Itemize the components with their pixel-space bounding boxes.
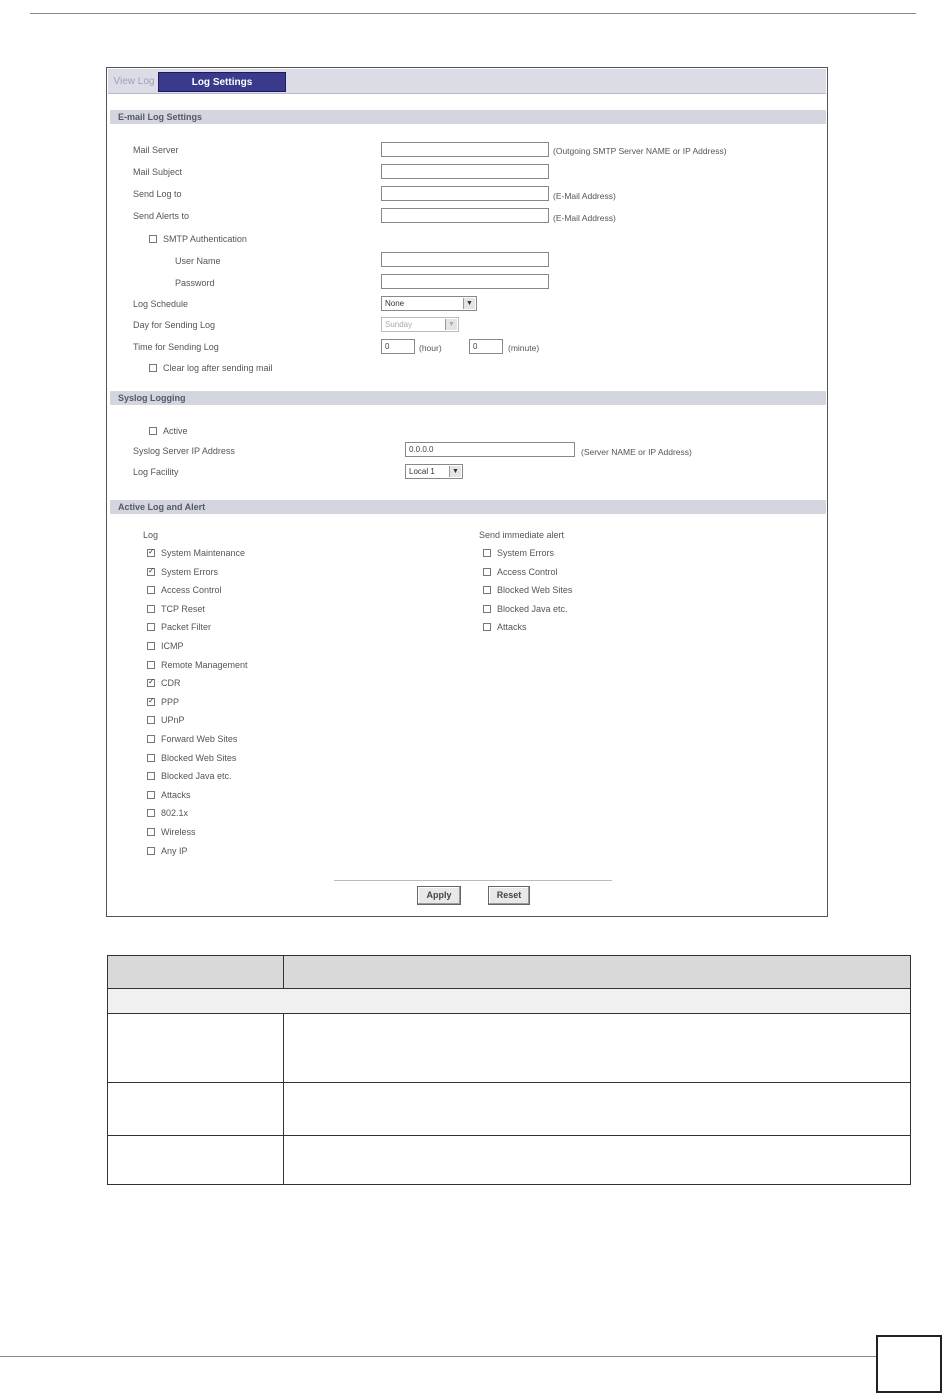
log-item-checkbox[interactable]	[147, 735, 155, 743]
day-for-sending-log-label: Day for Sending Log	[133, 320, 216, 330]
table-header-row	[108, 956, 911, 989]
log-item-label: 802.1x	[161, 808, 189, 819]
send-alerts-to-input[interactable]	[381, 208, 549, 223]
user-name-input[interactable]	[381, 252, 549, 267]
table-cell	[284, 1083, 911, 1136]
smtp-auth-checkbox[interactable]	[149, 235, 157, 243]
log-item-checkbox[interactable]	[147, 642, 155, 650]
log-item-label: CDR	[161, 678, 181, 689]
mail-subject-label: Mail Subject	[133, 167, 183, 177]
log-item-checkbox[interactable]	[147, 623, 155, 631]
minute-input[interactable]: 0	[469, 339, 503, 354]
log-item-checkbox[interactable]	[147, 679, 155, 687]
send-log-to-hint: (E-Mail Address)	[553, 191, 616, 201]
log-item-checkbox[interactable]	[147, 605, 155, 613]
table-section-row	[108, 989, 911, 1014]
hour-input[interactable]: 0	[381, 339, 415, 354]
alert-column-header: Send immediate alert	[479, 530, 565, 540]
table-cell	[284, 1014, 911, 1083]
clear-log-checkbox[interactable]	[149, 364, 157, 372]
send-alerts-to-hint: (E-Mail Address)	[553, 213, 616, 223]
mail-server-label: Mail Server	[133, 145, 179, 155]
table-section-cell	[108, 989, 911, 1014]
log-item-checkbox[interactable]	[147, 586, 155, 594]
page-number-box	[876, 1335, 942, 1393]
table-cell	[108, 1083, 284, 1136]
time-for-sending-log-label: Time for Sending Log	[133, 342, 219, 352]
footer-rule	[0, 1356, 876, 1357]
description-table	[107, 955, 911, 1185]
syslog-active-checkbox[interactable]	[149, 427, 157, 435]
day-for-sending-log-select[interactable]	[381, 317, 459, 332]
log-schedule-select[interactable]	[381, 296, 477, 311]
log-item-label: System Maintenance	[161, 548, 246, 558]
tab-view-log[interactable]: View Log	[113, 76, 155, 87]
log-item-label: Wireless	[161, 827, 196, 837]
send-log-to-label: Send Log to	[133, 189, 182, 199]
log-item-label: Any IP	[161, 845, 188, 856]
button-divider	[334, 880, 612, 881]
log-item-label: Access Control	[161, 585, 222, 596]
log-item-checkbox[interactable]	[147, 847, 155, 855]
log-item-checkbox[interactable]	[147, 754, 155, 762]
alert-item-label: Blocked Java etc.	[497, 603, 568, 614]
log-item-checkbox[interactable]	[147, 568, 155, 576]
clear-log-label: Clear log after sending mail	[163, 363, 273, 373]
log-settings-panel	[106, 67, 828, 917]
day-value: Sunday	[385, 320, 413, 329]
chevron-down-icon: ▼	[449, 466, 461, 477]
log-item-checkbox[interactable]	[147, 661, 155, 669]
hour-unit: (hour)	[419, 343, 442, 353]
mail-server-input[interactable]	[381, 142, 549, 157]
alert-item-checkbox[interactable]	[483, 549, 491, 557]
table-row	[108, 1083, 911, 1136]
log-item-label: Forward Web Sites	[161, 734, 238, 744]
chevron-down-icon: ▼	[445, 319, 457, 330]
minute-unit: (minute)	[508, 343, 540, 353]
table-row	[108, 1136, 911, 1185]
log-facility-label: Log Facility	[133, 467, 179, 477]
log-facility-value: Local 1	[409, 467, 435, 476]
log-item-checkbox[interactable]	[147, 791, 155, 799]
log-schedule-label: Log Schedule	[133, 299, 189, 309]
log-item-checkbox[interactable]	[147, 772, 155, 780]
log-item-label: Blocked Web Sites	[161, 752, 237, 763]
send-log-to-input[interactable]	[381, 186, 549, 201]
table-cell	[108, 1014, 284, 1083]
syslog-active-label: Active	[163, 426, 188, 436]
log-item-checkbox[interactable]	[147, 828, 155, 836]
alert-item-checkbox[interactable]	[483, 605, 491, 613]
table-header-cell	[108, 956, 284, 989]
table-cell	[108, 1136, 284, 1185]
password-input[interactable]	[381, 274, 549, 289]
log-column-header: Log	[143, 530, 159, 540]
log-item-checkbox[interactable]	[147, 698, 155, 706]
alert-item-label: Attacks	[497, 622, 527, 633]
user-name-label: User Name	[175, 256, 221, 266]
syslog-server-hint: (Server NAME or IP Address)	[581, 447, 692, 457]
log-item-checkbox[interactable]	[147, 809, 155, 817]
table-header-cell	[284, 956, 911, 989]
smtp-auth-label: SMTP Authentication	[163, 234, 247, 244]
syslog-server-label: Syslog Server IP Address	[133, 446, 235, 456]
alert-item-checkbox[interactable]	[483, 623, 491, 631]
log-item-label: PPP	[161, 696, 180, 707]
table-row	[108, 1014, 911, 1083]
log-item-label: System Errors	[161, 566, 219, 577]
apply-button[interactable]: Apply	[417, 886, 461, 905]
log-item-label: Packet Filter	[161, 622, 212, 633]
log-item-checkbox[interactable]	[147, 716, 155, 724]
chevron-down-icon: ▼	[463, 298, 475, 309]
log-item-label: TCP Reset	[161, 603, 205, 614]
log-item-label: Remote Management	[161, 659, 248, 670]
mail-subject-input[interactable]	[381, 164, 549, 179]
tab-log-settings[interactable]: Log Settings	[158, 72, 286, 92]
section-active-log-and-alert: Active Log and Alert	[110, 500, 826, 514]
log-item-label: Attacks	[161, 789, 191, 800]
syslog-server-input[interactable]: 0.0.0.0	[405, 442, 575, 457]
header-rule	[30, 13, 916, 14]
alert-item-label: Blocked Web Sites	[497, 585, 573, 596]
mail-server-hint: (Outgoing SMTP Server NAME or IP Address)	[553, 146, 727, 156]
alert-item-label: Access Control	[497, 566, 558, 577]
log-schedule-value: None	[385, 299, 405, 308]
send-alerts-to-label: Send Alerts to	[133, 211, 190, 221]
table-cell	[284, 1136, 911, 1185]
alert-item-label: System Errors	[497, 548, 555, 558]
section-email-log-settings: E-mail Log Settings	[110, 110, 826, 124]
log-item-checkbox[interactable]	[147, 549, 155, 557]
reset-button[interactable]: Reset	[488, 886, 530, 905]
log-item-label: UPnP	[161, 715, 185, 726]
log-facility-select[interactable]	[405, 464, 463, 479]
tab-bar	[108, 69, 826, 94]
section-syslog-logging: Syslog Logging	[110, 391, 826, 405]
alert-item-checkbox[interactable]	[483, 568, 491, 576]
alert-item-checkbox[interactable]	[483, 586, 491, 594]
log-item-label: ICMP	[161, 641, 184, 651]
log-item-label: Blocked Java etc.	[161, 771, 232, 782]
password-label: Password	[175, 278, 215, 288]
